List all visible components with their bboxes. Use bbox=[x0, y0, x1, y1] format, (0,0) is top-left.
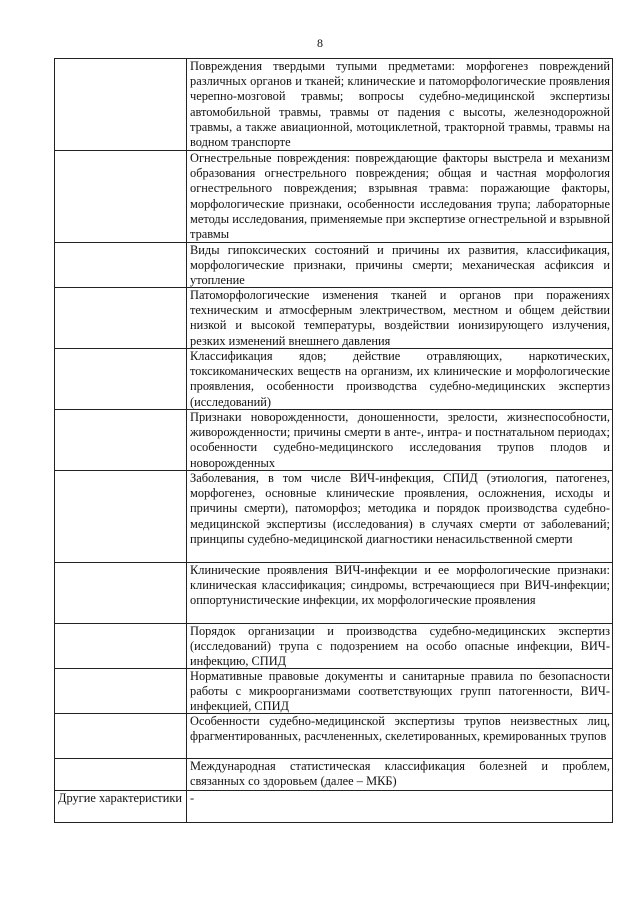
label-cell bbox=[55, 59, 187, 151]
table-row bbox=[55, 471, 613, 563]
label-cell bbox=[55, 243, 187, 288]
requirement-cell bbox=[187, 563, 613, 624]
requirement-text: Международная статистическая классификация болезней и проблем, связанных со здоровьем (далее – МКБ) bbox=[190, 759, 610, 789]
requirements-table bbox=[54, 58, 613, 823]
other-characteristics-row bbox=[55, 791, 613, 823]
other-characteristics-value-cell bbox=[187, 791, 613, 823]
label-cell bbox=[55, 624, 187, 669]
requirement-cell bbox=[187, 410, 613, 471]
table-row bbox=[55, 410, 613, 471]
requirement-text: Заболевания, в том числе ВИЧ-инфекция, СПИД (этиология, патогенез, морфогенез, основные клинические проявления, осложнения, исходы и причины смерти), патоморфоз; методика и порядок производства судебно-медицинской экспертизы (исследования) в случаях смерти от заболеваний; принципы судебно-медицинской диагностики ненасильственной смерти bbox=[190, 471, 610, 546]
table-row bbox=[55, 624, 613, 669]
requirement-text: Порядок организации и производства судебно-медицинских экспертиз (исследований) трупа с подозрением на особо опасные инфекции, ВИЧ-инфекцию, СПИД bbox=[190, 624, 610, 669]
requirement-text: Клинические проявления ВИЧ-инфекции и ее морфологические признаки: клиническая классификация; синдромы, встречающиеся при ВИЧ-инфекции; оппортунистические инфекции, их морфологические проявления bbox=[190, 563, 610, 608]
requirement-cell bbox=[187, 151, 613, 243]
table-row bbox=[55, 759, 613, 791]
requirement-text: Нормативные правовые документы и санитарные правила по безопасности работы с микроорганизмами соответствующих групп патогенности, ВИЧ-инфекцией, СПИД bbox=[190, 669, 610, 714]
requirement-cell bbox=[187, 243, 613, 288]
page-number: 8 bbox=[317, 36, 323, 50]
requirement-text: Повреждения твердыми тупыми предметами: морфогенез повреждений различных органов и тканей; клинические и патоморфологические проявления черепно-мозговой травмы; вопросы судебно-медицинской экспертизы автомобильной травмы, травмы от падения с высоты, железнодорожной травмы, а также авиационной, мотоциклетной, тракторной травмы, травмы на водном транспорте bbox=[190, 59, 610, 150]
requirement-text: Признаки новорожденности, доношенности, зрелости, жизнеспособности, живорожденности; причины смерти в анте-, интра- и постнатальном периодах; особенности судебно-медицинского исследования трупов плодов и новорожденных bbox=[190, 410, 610, 470]
requirement-cell bbox=[187, 669, 613, 714]
label-cell bbox=[55, 563, 187, 624]
label-cell bbox=[55, 151, 187, 243]
table-row bbox=[55, 59, 613, 151]
table-row bbox=[55, 288, 613, 349]
other-characteristics-label: Другие характеристики bbox=[58, 791, 183, 805]
other-characteristics-value: - bbox=[190, 791, 195, 805]
label-cell bbox=[55, 714, 187, 759]
requirement-cell bbox=[187, 714, 613, 759]
requirement-text: Патоморфологические изменения тканей и органов при поражениях техническим и атмосферным электричеством, местном и общем действии низкой и высокой температуры, воздействии ионизирующего излучения, резких изменений внешнего давления bbox=[190, 288, 610, 348]
requirement-cell bbox=[187, 624, 613, 669]
requirement-text: Классификация ядов; действие отравляющих, наркотических, токсикоманических веществ на организм, их клинические и морфологические проявления, особенности производства судебно-медицинских экспертиз (исследований) bbox=[190, 349, 610, 409]
requirement-cell bbox=[187, 471, 613, 563]
requirement-cell bbox=[187, 59, 613, 151]
label-cell bbox=[55, 349, 187, 410]
requirement-text: Особенности судебно-медицинской экспертизы трупов неизвестных лиц, фрагментированных, расчлененных, скелетированных, кремированных трупов bbox=[190, 714, 610, 744]
requirement-cell bbox=[187, 349, 613, 410]
other-characteristics-label-cell bbox=[55, 791, 187, 823]
table-row bbox=[55, 714, 613, 759]
label-cell bbox=[55, 669, 187, 714]
requirement-cell bbox=[187, 288, 613, 349]
table-row bbox=[55, 349, 613, 410]
table-row bbox=[55, 563, 613, 624]
requirement-text: Виды гипоксических состояний и причины их развития, классификация, морфологические признаки, причины смерти; механическая асфиксия и утопление bbox=[190, 243, 610, 288]
table-row bbox=[55, 243, 613, 288]
requirement-text: Огнестрельные повреждения: повреждающие факторы выстрела и механизм образования огнестрельного повреждения; общая и частная морфология огнестрельного повреждения; взрывная травма: поражающие факторы, морфологические признаки, особенности исследования трупа; лабораторные методы исследования, применяемые при экспертизе огнестрельной и взрывной травмы bbox=[190, 151, 610, 242]
label-cell bbox=[55, 288, 187, 349]
label-cell bbox=[55, 410, 187, 471]
table-row bbox=[55, 669, 613, 714]
label-cell bbox=[55, 759, 187, 791]
label-cell bbox=[55, 471, 187, 563]
requirement-cell bbox=[187, 759, 613, 791]
table-row bbox=[55, 151, 613, 243]
